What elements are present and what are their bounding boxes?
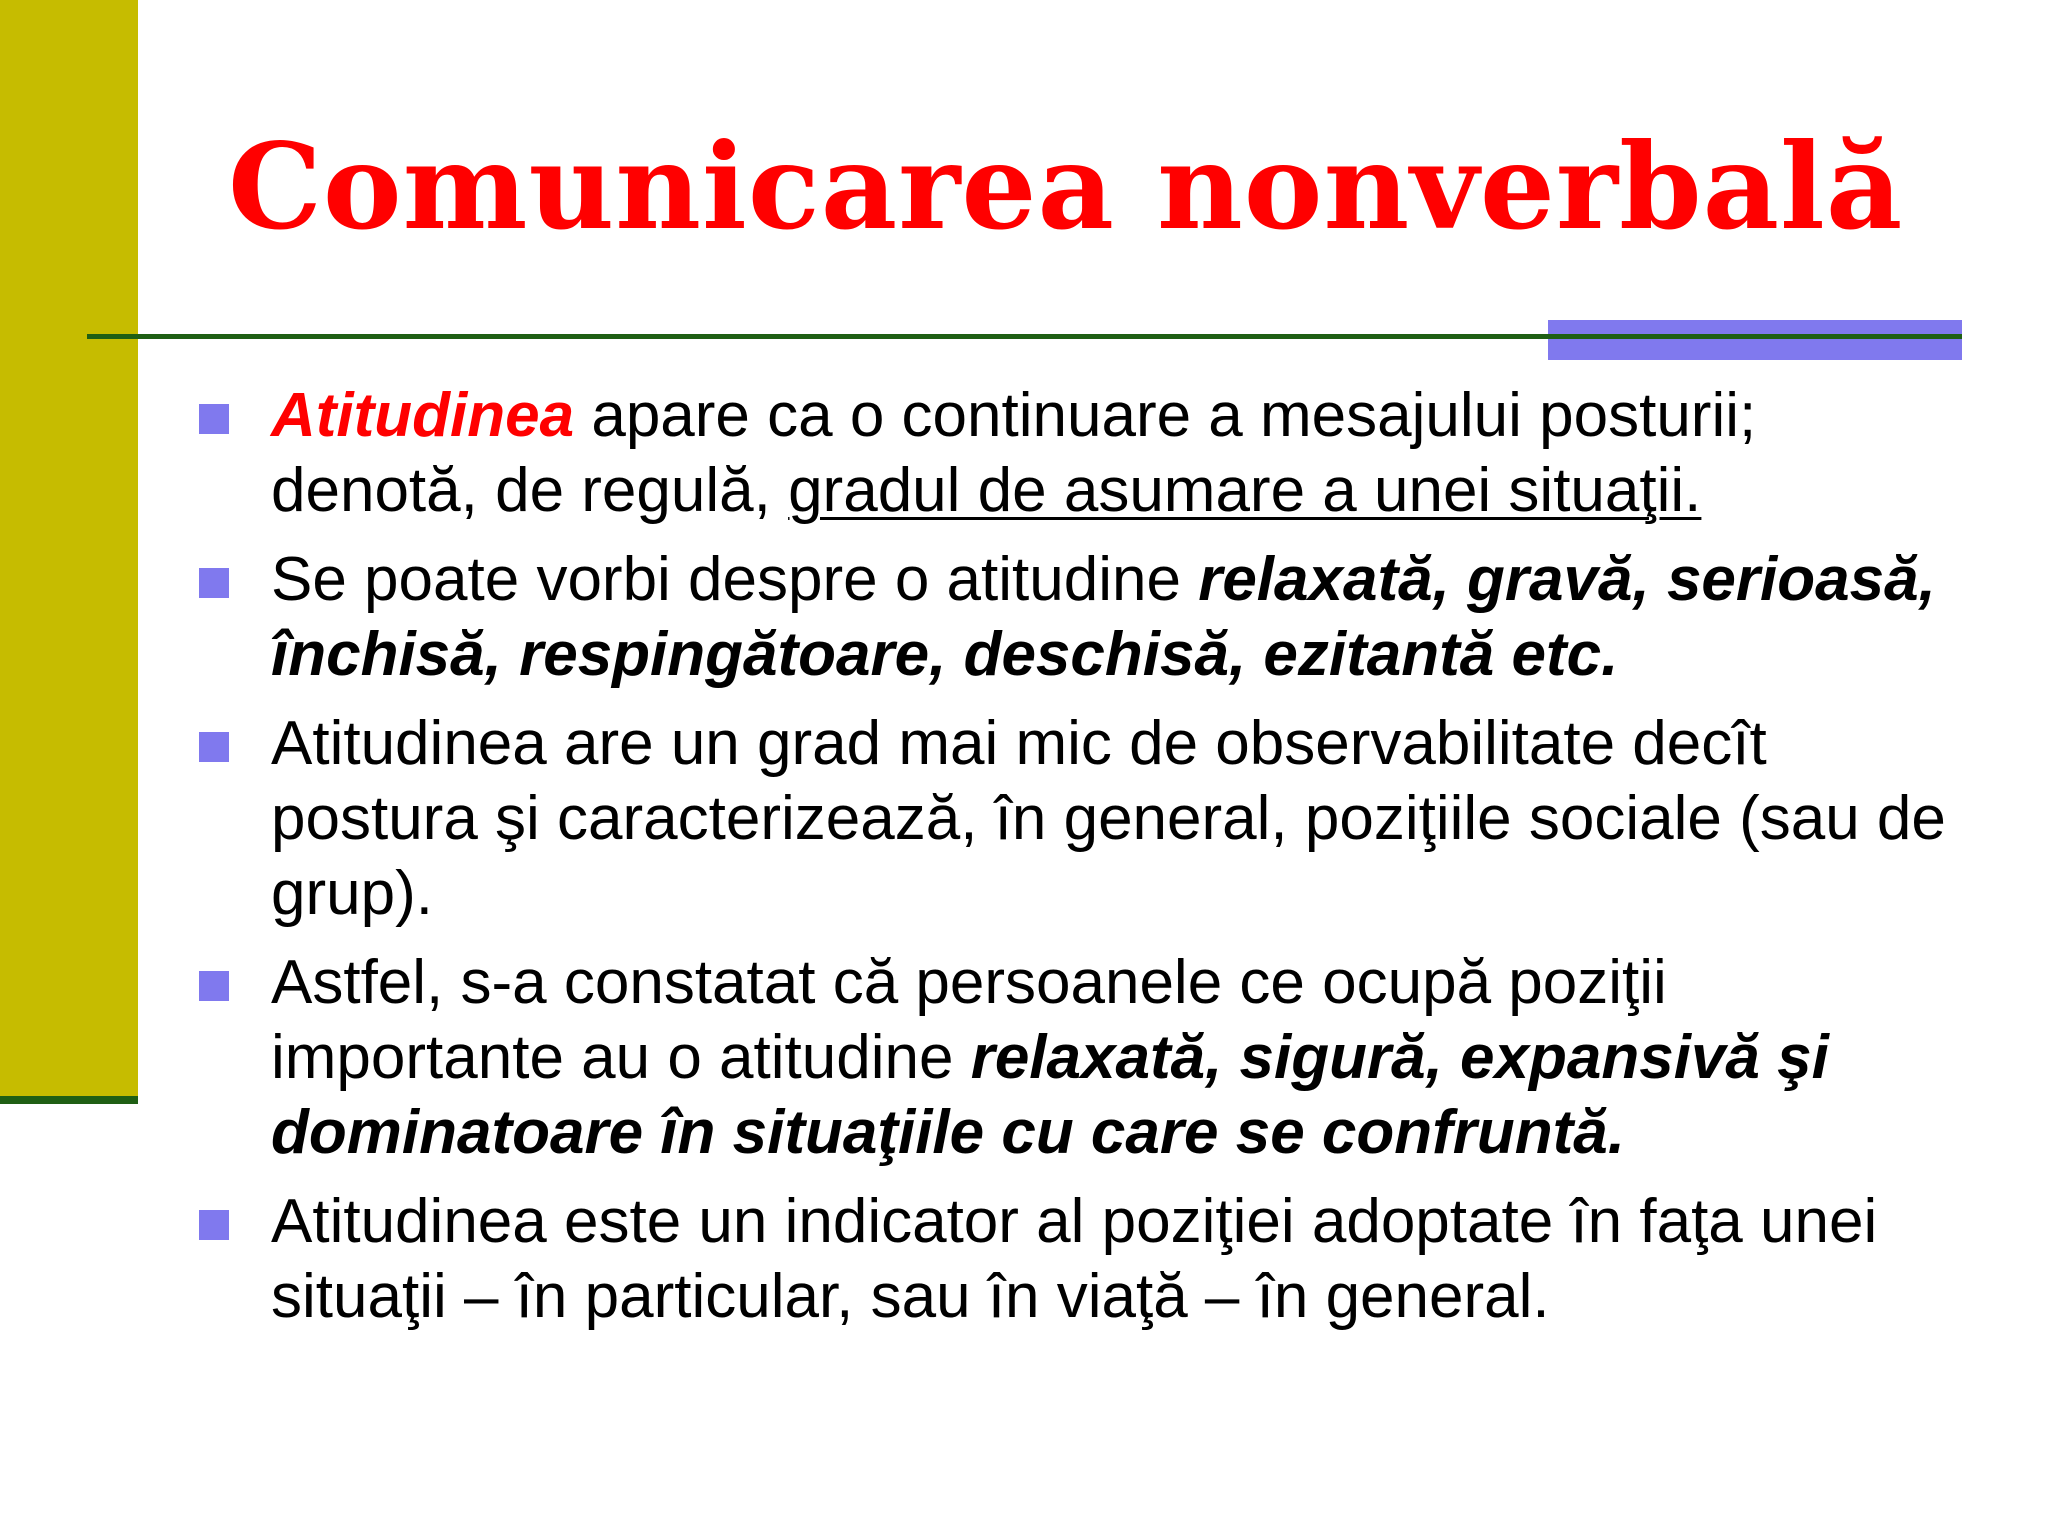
square-bullet-icon xyxy=(199,732,229,762)
left-accent-bar xyxy=(0,0,138,1096)
bullet-4-emphasis: relaxată, sigură, expansivă şi dominatoare în situaţiile cu care se confruntă. xyxy=(271,1023,1829,1167)
slide-title: Comunicarea nonverbală xyxy=(228,117,1904,256)
bullet-item-4 xyxy=(196,945,1966,1170)
bullet-5-text: Atitudinea este un indicator al poziţiei adoptate în faţa unei situaţii – în particular, sau în viaţă – în general. xyxy=(271,1187,1878,1331)
bullet-1-underlined: gradul de asumare a unei situaţii. xyxy=(788,456,1702,525)
title-accent-bar xyxy=(1548,320,1962,360)
left-accent-bar-edge xyxy=(0,1096,138,1104)
bullet-item-2 xyxy=(196,542,1966,692)
bullet-item-3 xyxy=(196,706,1966,931)
bullet-2-text: Se poate vorbi despre o atitudine xyxy=(271,545,1199,614)
bullet-item-1 xyxy=(196,378,1966,528)
bullet-1-text: apare ca o continuare a mesajului posturii; denotă, de regulă, xyxy=(271,381,1757,525)
square-bullet-icon xyxy=(199,1210,229,1240)
bullet-2-emphasis: relaxată, gravă, serioasă, închisă, respingătoare, deschisă, ezitantă etc. xyxy=(271,545,1936,689)
square-bullet-icon xyxy=(199,568,229,598)
square-bullet-icon xyxy=(199,971,229,1001)
bullet-4-text: Astfel, s-a constatat că persoanele ce ocupă poziţii importante au o atitudine xyxy=(271,948,1667,1092)
bullet-1-highlight: Atitudinea xyxy=(271,381,575,450)
bullet-list xyxy=(196,378,1966,1348)
square-bullet-icon xyxy=(199,404,229,434)
bullet-3-text: Atitudinea are un grad mai mic de observabilitate decît postura şi caracterizează, în general, poziţiile sociale (sau de grup). xyxy=(271,709,1946,928)
bullet-item-5 xyxy=(196,1184,1966,1334)
title-divider xyxy=(87,334,1962,339)
